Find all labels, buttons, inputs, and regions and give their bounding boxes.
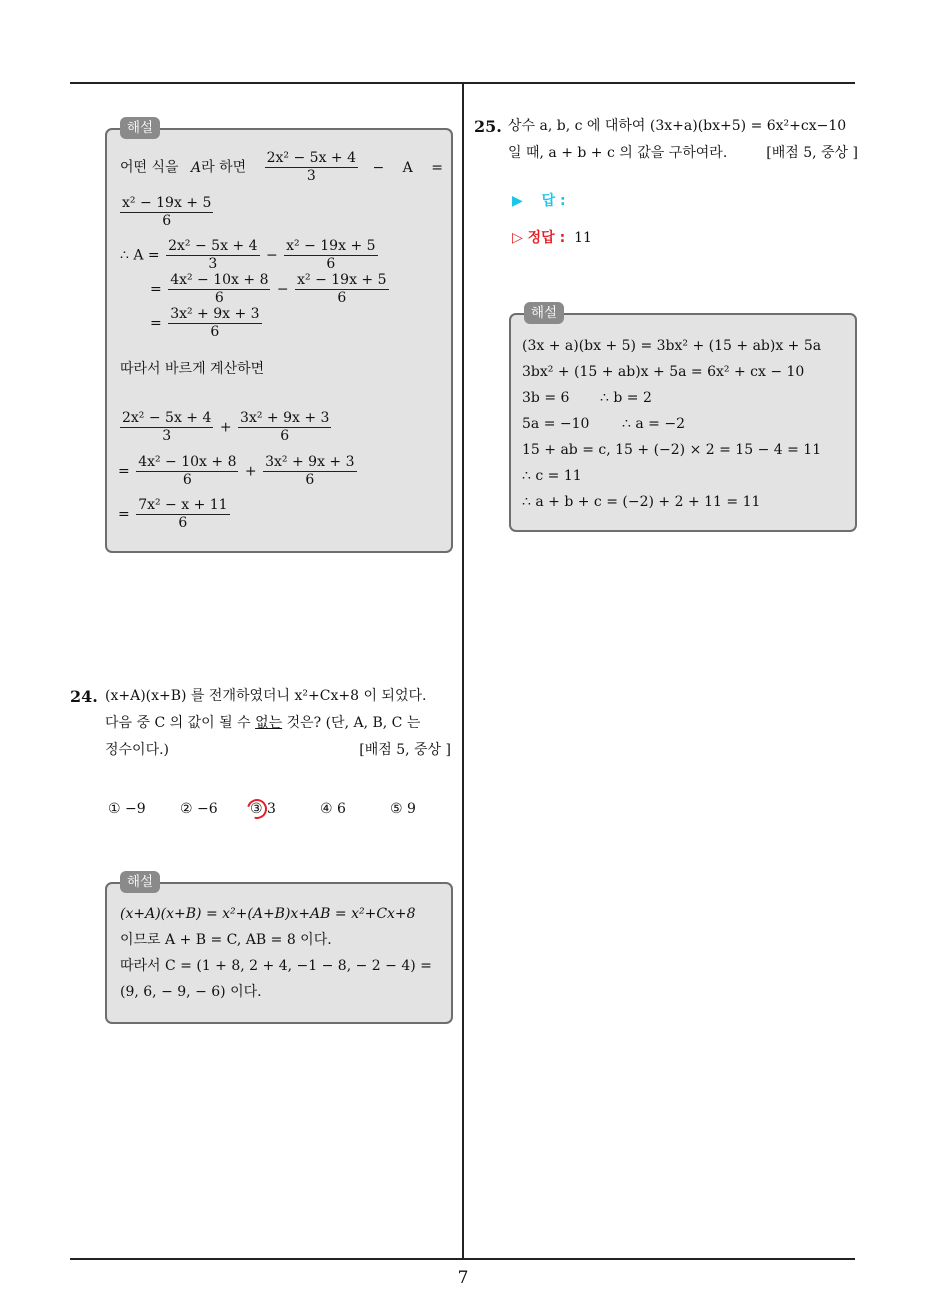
q24-question: (x+A)(x+B) 를 전개하였더니 x²+Cx+8 이 되었다. 다음 중 C 의 값이 될 수 없는 것은? (단, A, B, C 는 정수이다.) [배점 5, 중상 ] <box>105 683 455 764</box>
fraction: $\frac{\text{2x² − 5x + 4}}{3}$ <box>266 150 356 184</box>
page-number: 7 <box>457 1268 469 1288</box>
choice-5[interactable]: ⑤ 9 <box>390 801 416 817</box>
q23-therefore-A-line2: = $\frac{\text{4x² − 10x + 8}}{6}$ − $\frac{\text{x² − 19x + 5}}{6}$ <box>150 272 387 306</box>
q24-solution-line1: (x+A)(x+B) = x²+(A+B)x+AB = x²+Cx+8 <box>120 906 416 922</box>
correct-value: 11 <box>574 230 592 246</box>
choice-3[interactable]: ③ 3 <box>250 801 276 817</box>
q24-solution-line4: (9, 6, − 9, − 6) 이다. <box>120 984 262 1000</box>
q24-solution-box <box>105 882 453 1024</box>
q23-sum-line2: = $\frac{\text{4x² − 10x + 8}}{6}$ + $\frac{\text{3x² + 9x + 3}}{6}$ <box>118 454 355 488</box>
bottom-rule <box>70 1258 855 1260</box>
fraction: $\frac{\text{3x² + 9x + 3}}{6}$ <box>170 306 260 340</box>
q25-question: 상수 a, b, c 에 대하여 (3x+a)(bx+5) = 6x²+cx−10 일 때, a + b + c 의 값을 구하여라. [배점 5, 중상 ] <box>508 113 858 167</box>
fraction: $\frac{\text{3x² + 9x + 3}}{6}$ <box>240 410 330 444</box>
answer-arrow-icon: ▶ <box>512 193 523 209</box>
q25-points: [배점 5, 중상 ] <box>766 145 858 161</box>
q23-intro-frac <box>118 195 215 230</box>
correct-label: 정답 : <box>527 230 566 246</box>
answer-label: 답 : <box>541 193 566 209</box>
q25-solution-line7: ∴ a + b + c = (−2) + 2 + 11 = 11 <box>522 494 761 510</box>
fraction: $\frac{\text{x² − 19x + 5}}{6}$ <box>122 195 212 229</box>
fraction: $\frac{\text{4x² − 10x + 8}}{6}$ <box>170 272 269 306</box>
q23-sum-line3: = $\frac{\text{7x² − x + 11}}{6}$ <box>118 497 228 531</box>
correct-arrow-icon: ▷ <box>512 230 523 246</box>
q25-correct-row <box>512 227 592 247</box>
q24-points: [배점 5, 중상 ] <box>359 742 451 758</box>
column-divider <box>462 83 464 1258</box>
q25-answer-row <box>512 190 566 210</box>
fraction: $\frac{\text{2x² − 5x + 4}}{3}$ <box>168 238 258 272</box>
q25-solution-line4a: 5a = −10 <box>522 416 590 432</box>
q23-therefore-A-line1: ∴ A = $\frac{\text{2x² − 5x + 4}}{3}$ − $\frac{\text{x² − 19x + 5}}{6}$ <box>120 238 376 272</box>
q25-solution-line6: ∴ c = 11 <box>522 468 582 484</box>
fraction: $\frac{\text{x² − 19x + 5}}{6}$ <box>297 272 387 306</box>
q23-intro-line: 어떤 식을 A라 하면 $\frac{\text{2x² − 5x + 4}}{3}$ − A = <box>120 150 443 184</box>
q24-solution-line2: 이므로 A + B = C, AB = 8 이다. <box>120 932 332 948</box>
q23-sum-line1: $\frac{\text{2x² − 5x + 4}}{3}$ + $\frac{\text{3x² + 9x + 3}}{6}$ <box>122 410 330 444</box>
q25-solution-line1: (3x + a)(bx + 5) = 3bx² + (15 + ab)x + 5a <box>522 338 822 354</box>
answer-circle-mark <box>243 795 270 822</box>
q23-solution-label: 해설 <box>120 117 160 139</box>
q25-solution-line4b: ∴ a = −2 <box>622 416 685 432</box>
fraction: $\frac{\text{7x² − x + 11}}{6}$ <box>138 497 228 531</box>
q25-solution-line5: 15 + ab = c, 15 + (−2) × 2 = 15 − 4 = 11 <box>522 442 822 458</box>
q25-number: 25. <box>474 117 502 136</box>
fraction: $\frac{\text{3x² + 9x + 3}}{6}$ <box>265 454 355 488</box>
q23-correct-calc-text: 따라서 바르게 계산하면 <box>120 361 265 377</box>
q23-therefore-A-line3: = $\frac{\text{3x² + 9x + 3}}{6}$ <box>150 306 260 340</box>
q25-solution-line2: 3bx² + (15 + ab)x + 5a = 6x² + cx − 10 <box>522 364 805 380</box>
q24-solution-line3: 따라서 C = (1 + 8, 2 + 4, −1 − 8, − 2 − 4) = <box>120 958 432 974</box>
q25-solution-line3b: ∴ b = 2 <box>600 390 652 406</box>
q24-solution-label: 해설 <box>120 871 160 893</box>
choice-2[interactable]: ② −6 <box>180 801 218 817</box>
q24-number: 24. <box>70 687 98 706</box>
fraction: $\frac{\text{x² − 19x + 5}}{6}$ <box>286 238 376 272</box>
fraction: $\frac{\text{2x² − 5x + 4}}{3}$ <box>122 410 212 444</box>
choice-4[interactable]: ④ 6 <box>320 801 346 817</box>
q25-solution-line3a: 3b = 6 <box>522 390 570 406</box>
choice-1[interactable]: ① −9 <box>108 801 146 817</box>
q25-solution-label: 해설 <box>524 302 564 324</box>
fraction: $\frac{\text{4x² − 10x + 8}}{6}$ <box>138 454 237 488</box>
